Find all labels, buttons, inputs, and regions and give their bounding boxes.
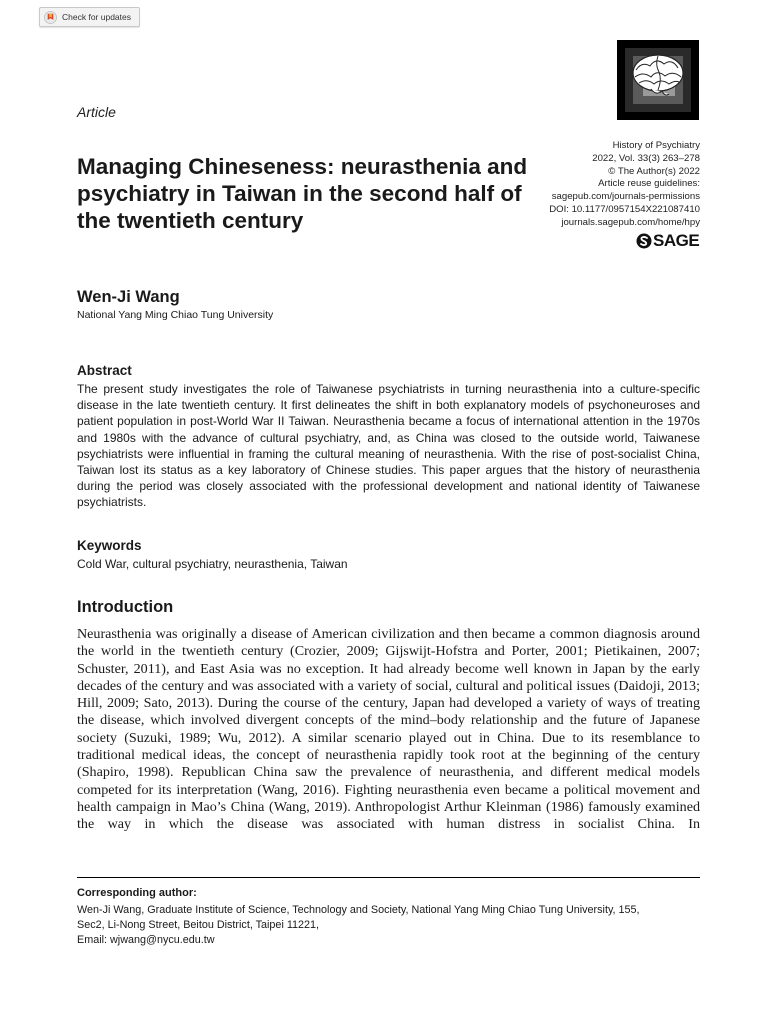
journal-home-link[interactable]: journals.sagepub.com/home/hpy — [561, 216, 700, 228]
corresponding-author-heading: Corresponding author: — [77, 887, 197, 899]
sage-wordmark: SAGE — [653, 231, 700, 250]
sage-s-icon — [636, 233, 652, 249]
copyright-line: © The Author(s) 2022 — [608, 165, 700, 177]
check-for-updates-icon — [44, 11, 57, 24]
keywords-heading: Keywords — [77, 538, 142, 553]
reuse-guidelines-label: Article reuse guidelines: — [598, 178, 700, 190]
author-name: Wen-Ji Wang — [77, 288, 180, 306]
article-type-label: Article — [77, 104, 116, 120]
introduction-text: Neurasthenia was originally a disease of American civilization and then became a common diagnosis around the world in the twentieth century (Crozier, 2009; Gijswijt-Hofstra and Porter, 2001; Pietikainen, 2007; Schuster, 2011), and East Asia was no exception. It had already become well known in Japan by the early decades of the century and was associated with a variety of social, cultural and political issues (Daidoji, 2013; Hill, 2009; Sato, 2013). During the course of the century, Japan had developed a variety of ways of treating the disease, which involved divergent concepts of the mind–body relationship and the future of Japanese society (Suzuki, 1989; Wu, 2012). A similar scenario played out in China. Due to its resemblance to traditional medical ideas, the concept of neurasthenia rapidly took root at the beginning of the century (Shapiro, 1998). Republican China saw the prevalence of neurasthenia, and different medical models competed for its interpretation (Wang, 2016). Fighting neurasthenia even became a political movement and health campaign in Mao’s China (Wang, 2019). Anthropologist Arthur Kleinman (1986) famously examined the way in which the disease was associated with human distress in socialist China. In — [77, 626, 700, 833]
corresponding-author-details — [77, 903, 700, 948]
article-title: Managing Chineseness: neurasthenia and psychiatry in Taiwan in the second half of the twentieth century — [77, 154, 528, 233]
corresponding-address-line: Wen-Ji Wang, Graduate Institute of Science, Technology and Society, National Yang Ming Chiao Tung University, 155, — [77, 904, 640, 916]
sage-logo — [636, 232, 699, 250]
corresponding-email[interactable]: Email: wjwang@nycu.edu.tw — [77, 934, 215, 946]
brain-logo-icon — [627, 49, 689, 101]
author-affiliation: National Yang Ming Chiao Tung University — [77, 309, 274, 321]
abstract-text: The present study investigates the role of Taiwanese psychiatrists in turning neurasthenia into a culture-specific disease in the late twentieth century. It first delineates the shift in both explanatory models of psychoneuroses and patient population in post-World War II Taiwan. Neurasthenia became a focus of international attention in the 1970s and 1980s with the advance of cultural psychiatry, and, as China was closed to the outside world, Taiwanese psychiatrists were influential in framing the cultural meaning of neurasthenia. With the rise of post-socialist China, Taiwan lost its status as a key laboratory of Chinese studies. This paper argues that the history of neurasthenia during the period was closely associated with the professional development and national identity of Taiwanese psychiatrists. — [77, 382, 700, 510]
journal-logo — [617, 40, 699, 120]
introduction-heading: Introduction — [77, 598, 174, 616]
doi-link[interactable]: DOI: 10.1177/0957154X221087410 — [549, 203, 700, 215]
journal-name: History of Psychiatry — [612, 140, 700, 151]
corresponding-address-line: Sec2, Li-Nong Street, Beitou District, Taipei 11221, — [77, 919, 320, 931]
check-for-updates-button[interactable] — [39, 7, 140, 27]
footnote-divider — [77, 877, 700, 878]
check-for-updates-label: Check for updates — [62, 12, 131, 22]
reuse-guidelines-link[interactable]: sagepub.com/journals-permissions — [551, 191, 700, 203]
volume-line: 2022, Vol. 33(3) 263–278 — [592, 152, 700, 164]
keywords-text: Cold War, cultural psychiatry, neurasthenia, Taiwan — [77, 557, 348, 571]
abstract-heading: Abstract — [77, 363, 132, 378]
